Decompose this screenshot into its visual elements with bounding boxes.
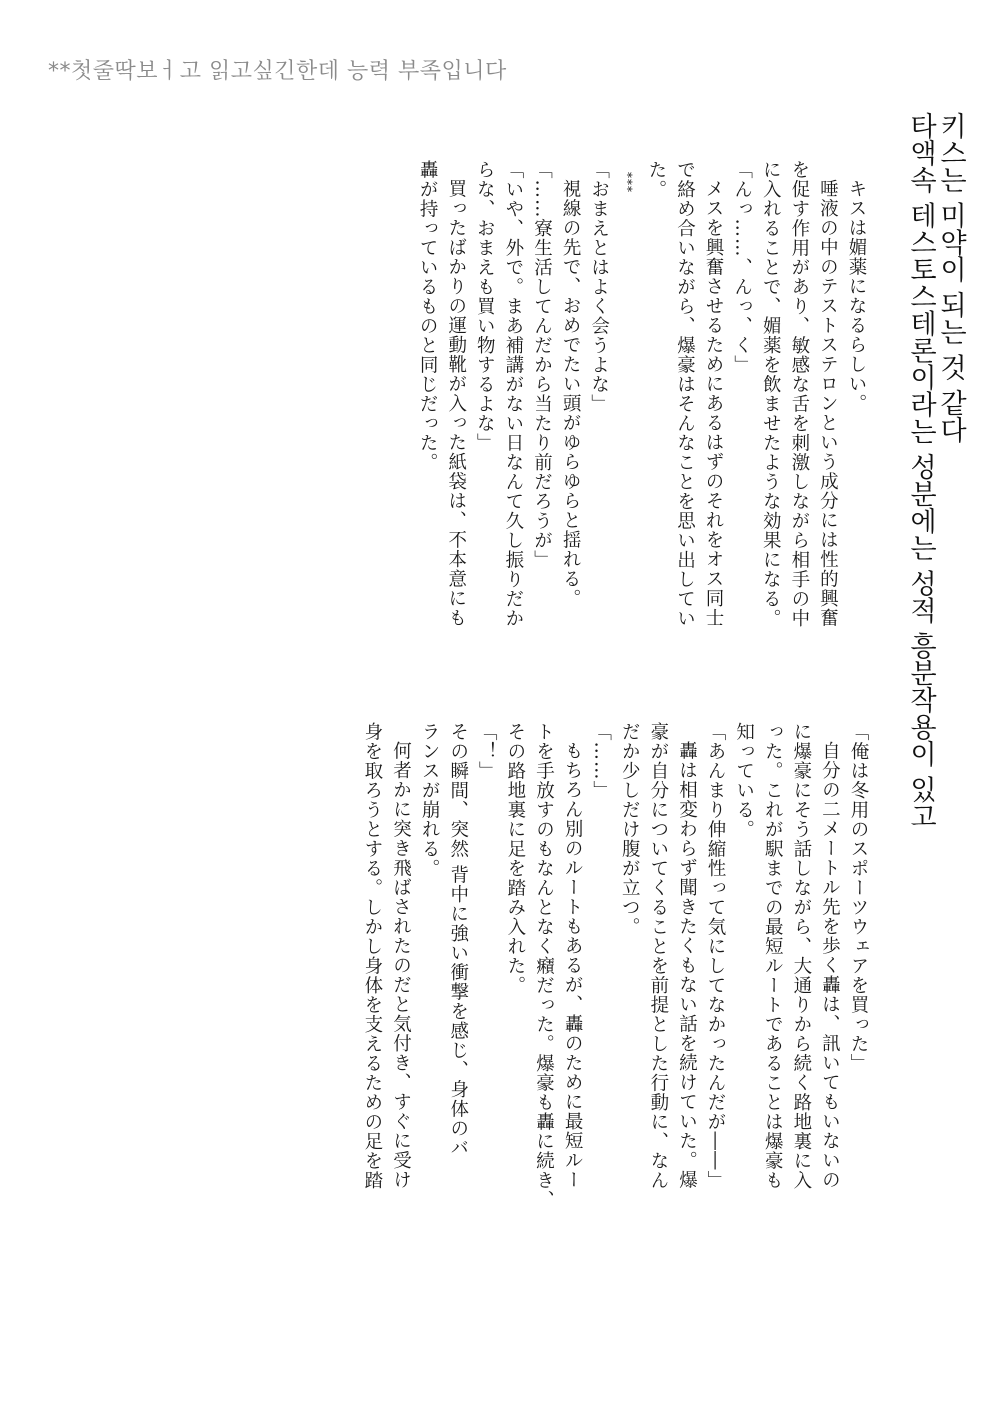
heading-line-2: 타액속 테스토스테론이라는 성분에는 성적 흥분작용이 있고 xyxy=(905,112,936,830)
text-line: その路地裏に足を踏み入れた。 xyxy=(504,722,526,995)
text-line: を促す作用があり、敏感な舌を刺激しながら相手の中 xyxy=(788,160,810,628)
text-line: で絡め合いながら、爆豪はそんなことを思い出してい xyxy=(674,160,696,628)
heading-line-1: 키스는 미약이 되는 것 같다 xyxy=(935,112,966,444)
text-line: 唾液の中のテストステロンという成分には性的興奮 xyxy=(817,178,839,627)
text-line: だか少しだけ腹が立つ。 xyxy=(619,722,641,937)
text-line: 「あんまり伸縮性って気にしてなかったんだが――」 xyxy=(705,722,727,1190)
lower-text-block xyxy=(357,722,872,1282)
text-line: 「いや、外で。まあ補講がない日なんて久し振りだか xyxy=(502,160,524,628)
text-line: 轟が持っているものと同じだった。 xyxy=(417,160,439,472)
text-line: 豪が自分についてくることを前提とした行動に、なん xyxy=(647,722,669,1190)
translator-note: **첫줄딱보ㅓ고 읽고싶긴한데 능력 부족입니다 xyxy=(48,59,507,84)
text-line: 「……寮生活してんだから当たり前だろうが」 xyxy=(531,160,553,570)
text-line: 「俺は冬用のスポーツウェアを買った」 xyxy=(848,722,869,1073)
korean-translation-heading xyxy=(905,112,966,830)
text-line: った。これが駅までの最短ルートであることは爆豪も xyxy=(762,722,784,1190)
text-line: 「おまえとはよく会うよな」 xyxy=(588,160,610,414)
text-line: トを手放すのもなんとなく癪だった。爆豪も轟に続き、 xyxy=(533,722,555,1210)
text-line: 轟は相変わらず聞きたくもない話を続けていた。爆 xyxy=(676,740,698,1189)
text-line: 何者かに突き飛ばされたのだと気付き、すぐに受け xyxy=(390,740,412,1189)
text-line: 知っている。 xyxy=(733,722,755,839)
upper-text-block xyxy=(413,160,871,680)
text-line: もちろん別のルートもあるが、轟のために最短ルー xyxy=(562,740,584,1189)
text-line: その瞬間、突然 背中に強い衝撃を感じ、身体のバ xyxy=(447,722,469,1158)
text-line: 視線の先で、おめでたい頭がゆらゆらと揺れる。 xyxy=(560,178,582,608)
text-line: 身を取ろうとする。しかし身体を支えるための足を踏 xyxy=(361,722,383,1190)
text-line: らな、おまえも買い物するよな」 xyxy=(474,160,496,453)
text-line: た。 xyxy=(645,160,667,199)
text-line: 買ったばかりの運動靴が入った紙袋は、不本意にも xyxy=(445,178,467,627)
text-line: 「！」 xyxy=(476,722,498,781)
text-line: に入れることで、媚薬を飲ませたような効果になる。 xyxy=(760,160,782,628)
text-line: 「んっ……、んっ、く」 xyxy=(731,160,753,375)
text-line: 「……」 xyxy=(590,722,612,800)
text-line: に爆豪にそう話しながら、大通りから続く路地裏に入 xyxy=(790,722,812,1190)
text-line: キスは媚薬になるらしい。 xyxy=(846,178,867,413)
text-line: 自分の二メートル先を歩く轟は、訊いてもいないの xyxy=(819,740,841,1189)
text-line: ランスが崩れる。 xyxy=(419,722,441,878)
text-line: メスを興奮させるためにあるはずのそれをオス同士 xyxy=(703,178,725,627)
section-break-mark: *** xyxy=(620,172,635,193)
